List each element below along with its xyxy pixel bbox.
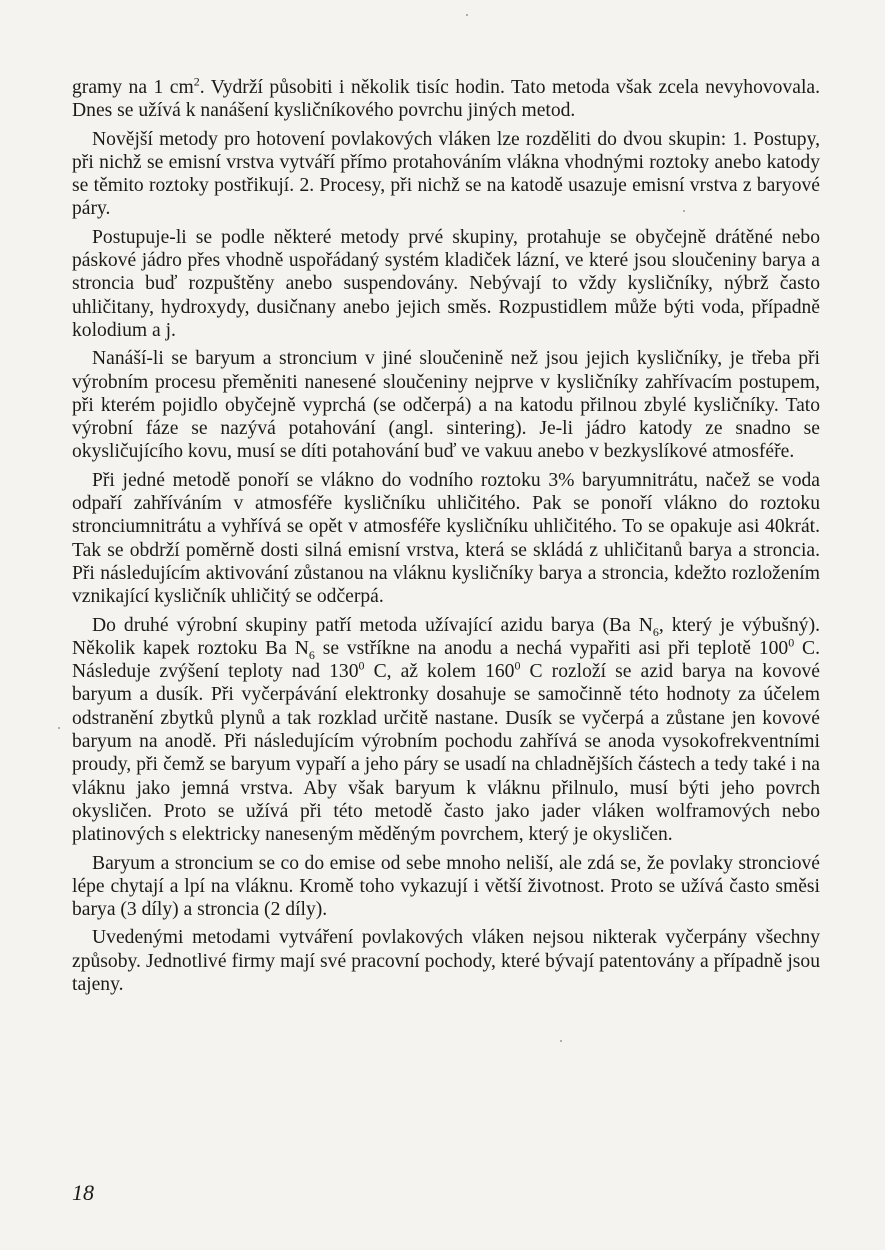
paragraph-1-text-a: gramy na 1 cm: [72, 77, 194, 98]
paper-speck: [560, 1040, 562, 1042]
superscript-cm2: 2: [193, 74, 200, 89]
paragraph-7: Baryum a stroncium se co do emise od sebe mnoho neliší, ale zdá se, že povlaky stronciové lépe chytají a lpí na vláknu. Kromě toho vykazují i větší životnost. Proto se užívá často směsi barya (3 díly) a stroncia (2 díly).: [72, 852, 820, 921]
page-body: [72, 76, 820, 1001]
paragraph-2: Novější metody pro hotovení povlakových vláken lze rozděliti do dvou skupin: 1. Postupy, při nichž se emisní vrstva vytváří přímo protahováním vlákna vhodnými roztoky anebo katody se těmito roztoky postřikují. 2. Procesy, při nichž se na katodě usazuje emisní vrstva z baryové páry.: [72, 128, 820, 220]
paragraph-6: [72, 614, 820, 847]
paper-speck: [58, 727, 60, 729]
paper-speck: [683, 210, 685, 212]
paragraph-8: Uvedenými metodami vytváření povlakových vláken nejsou nikterak vyčerpány všechny způsoby. Jednotlivé firmy mají své pracovní pochody, které bývají patentovány a případně jsou tajeny.: [72, 927, 820, 995]
page-number: 18: [72, 1180, 94, 1205]
paragraph-6-text-b: , který je výbušný). Několik kapek roztoku Ba N: [72, 614, 820, 659]
paragraph-3: Postupuje-li se podle některé metody prvé skupiny, protahuje se obyčejně drátěné nebo páskové jádro přes vhodně uspořádaný systém kladiček lázní, ve které jsou sloučeniny barya a stroncia buď rozpuštěny anebo suspendovány. Nebývají to vždy kysličníky, nýbrž často uhličitany, hydroxydy, dusičnany anebo jejich směs. Rozpustidlem může býti voda, případně kolodium a j.: [72, 226, 820, 341]
paragraph-6-text-f: C rozloží se azid barya na kovové baryum a dusík. Při vyčerpávání elektronky dosahuje se samočinně této hodnoty za účelem odstranění zbytků plynů a tak rozklad určitě nastane. Dusík se vyčerpá a zůstane jen kovové baryum na anodě. Při následujícím výrobním pochodu zahřívá se anoda vysokofrekventními proudy, při čemž se baryum vypaří a jeho páry se usadí na chladnějších částech a tedy také i na vláknu jako jemná vrstva. Aby však baryum k vláknu přilnulo, musí býti jeho povrch okysličen. Proto se užívá při této metodě často jako jader vláken wolframových nebo platinových s elektricky naneseným měděným povrchem, který je okysličen.: [72, 661, 820, 846]
paragraph-6-text-c: se vstříkne na anodu a nechá vypařiti asi při teplotě 100: [314, 637, 789, 659]
paragraph-1-text-b: . Vydrží působiti i několik tisíc hodin. Tato metoda však zcela nevyhovovala. Dnes se užívá k nanášení kysličníkového povrchu jiných metod.: [72, 77, 821, 122]
subscript-n6-first: 6: [652, 624, 659, 639]
paragraph-6-text-d: C. Následuje zvýšení teploty nad 130: [72, 637, 820, 683]
superscript-degree-160: 0: [514, 658, 521, 673]
paper-speck: [466, 14, 468, 16]
subscript-n6-second: 6: [308, 647, 315, 662]
paragraph-1: [72, 76, 820, 123]
paragraph-5: Při jedné metodě ponoří se vlákno do vodního roztoku 3% baryumnitrátu, načež se voda odpaří zahříváním v atmosféře kysličníku uhličitého. Pak se ponoří vlákno do roztoku stronciumnitrátu a vyhřívá se opět v atmosféře kysličníku uhličitého. To se opakuje asi 40krát. Tak se obdrží poměrně dosti silná emisní vrstva, která se skládá z uhličitanů barya a stroncia. Při následujícím aktivování zůstanou na vláknu kysličníky barya a stroncia, kdežto rozložením vznikající kysličník uhličitý se odčerpá.: [72, 469, 820, 608]
paragraph-6-text-a: Do druhé výrobní skupiny patří metoda užívající azidu barya (Ba N: [92, 614, 653, 636]
superscript-degree-100: 0: [788, 635, 795, 650]
superscript-degree-130: 0: [358, 658, 365, 673]
paragraph-6-text-e: C, až kolem 160: [364, 661, 515, 683]
paragraph-4: Nanáší-li se baryum a stroncium v jiné sloučenině než jsou jejich kysličníky, je třeba při výrobním procesu přeměniti nanesené sloučeniny nejprve v kysličníky zahřívacím postupem, při kterém pojidlo obyčejně vyprchá (se odčerpá) a na katodu přilnou zbylé kysličníky. Tato výrobní fáze se nazývá potahování (angl. sintering). Je-li jádro katody ze snadno se okysličujícího kovu, musí se díti potahování buď ve vakuu anebo v bezkyslíkové atmosféře.: [72, 348, 820, 463]
